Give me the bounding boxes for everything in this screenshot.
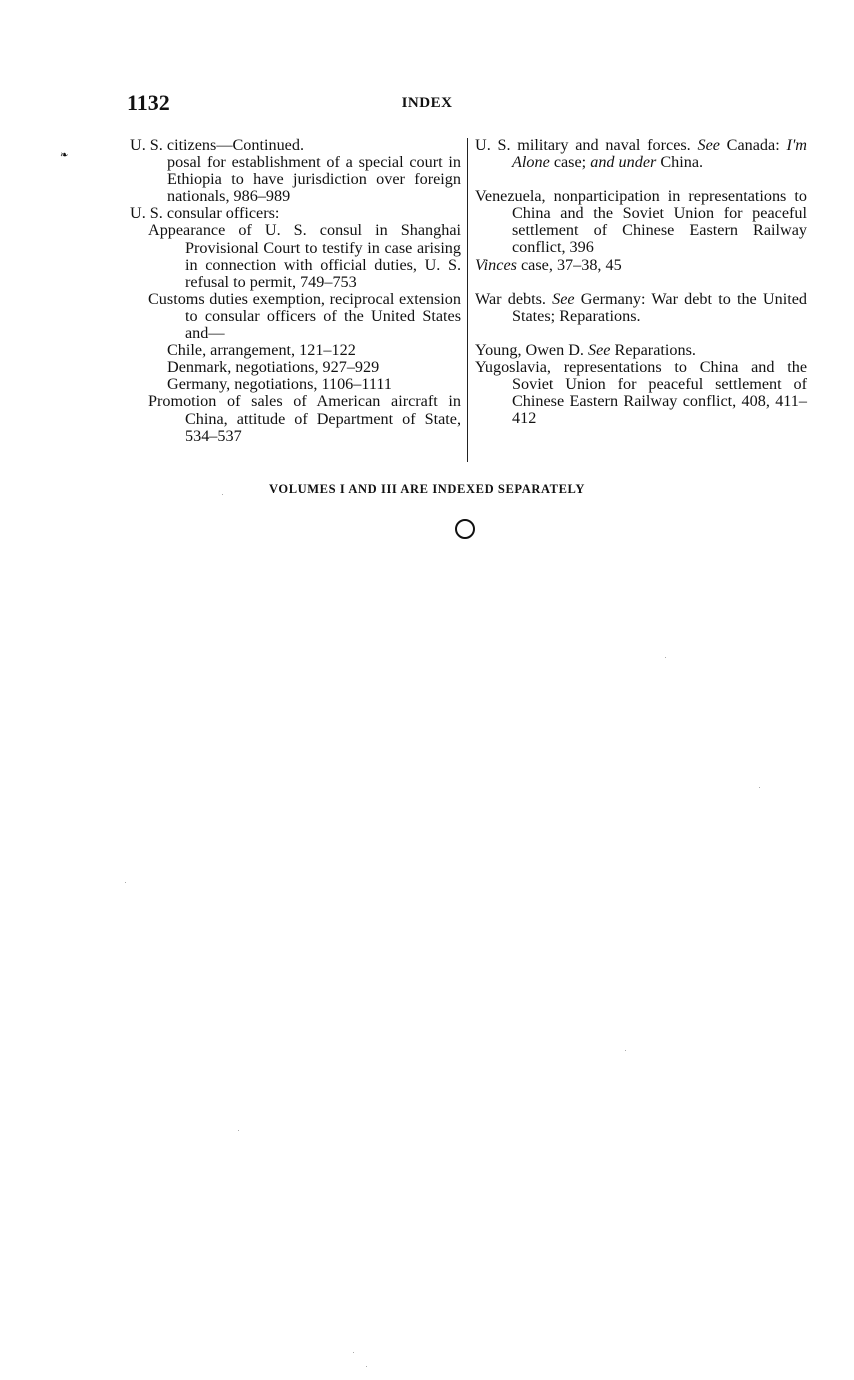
text: War debts. xyxy=(475,289,553,308)
see-ref: See xyxy=(697,136,720,154)
index-entry-yugoslavia: Yugoslavia, representations to China and the Soviet Union for peaceful settlement of Chinese Eastern Railway conflict, 408, 411–412 xyxy=(475,357,807,428)
column-rule xyxy=(467,138,468,462)
index-subsubentry: Denmark, negotiations, 927–929 xyxy=(167,358,380,377)
text: Young, Owen D. xyxy=(475,340,589,359)
speck xyxy=(222,494,223,495)
text: Germany: War debt to the United States; Reparations. xyxy=(512,289,807,325)
case-name: I'm Alone xyxy=(512,136,807,172)
speck xyxy=(353,1352,354,1353)
index-subsubentry: Chile, arrangement, 121–122 xyxy=(167,341,356,360)
index-entry-military xyxy=(475,137,807,171)
speck xyxy=(625,1050,626,1051)
text: Reparations. xyxy=(610,340,696,359)
index-entry: U. S. citizens—Continued. xyxy=(130,136,304,154)
index-subentry: Appearance of U. S. consul in Shanghai Provisional Court to testify in case arising in connection with official duties, U. S. refusal to permit, 749–753 xyxy=(148,221,461,291)
index-entry-vinces xyxy=(475,257,807,274)
text: Canada: xyxy=(719,136,787,154)
see-ref: and under xyxy=(590,153,657,172)
index-subentry: Customs duties exemption, reciprocal extension to consular officers of the United States and— xyxy=(148,289,461,343)
index-subsubentry: Germany, negotiations, 1106–1111 xyxy=(167,375,392,394)
volumes-note: VOLUMES I AND III ARE INDEXED SEPARATELY xyxy=(269,482,585,496)
speck xyxy=(665,657,666,658)
speck xyxy=(366,1366,367,1367)
speck xyxy=(238,1130,239,1131)
index-subentry: Promotion of sales of American aircraft in China, attitude of Department of State, 534–537 xyxy=(148,392,461,445)
text: U. S. military and naval forces. xyxy=(475,136,698,154)
see-ref: See xyxy=(588,340,611,359)
see-ref: See xyxy=(552,289,575,308)
text: case, 37–38, 45 xyxy=(516,255,622,274)
text: case; xyxy=(549,153,591,172)
page-number: 1132 xyxy=(127,90,170,115)
index-entry-young xyxy=(475,342,807,359)
index-column-left xyxy=(130,137,461,445)
index-column-right xyxy=(475,137,807,427)
index-entry: U. S. consular officers: xyxy=(130,204,280,223)
index-entry-continuation: posal for establishment of a special court in Ethiopia to have jurisdiction over foreign nationals, 986–989 xyxy=(167,153,461,206)
speck xyxy=(125,882,126,883)
running-head: INDEX xyxy=(401,95,453,111)
text: China. xyxy=(656,153,704,172)
speck xyxy=(759,787,760,788)
margin-mark: ❧ xyxy=(60,150,69,161)
case-name: Vinces xyxy=(475,255,517,274)
index-entry-venezuela: Venezuela, nonparticipation in representations to China and the Soviet Union for peaceful settlement of Chinese Eastern Railway conflict, 396 xyxy=(475,187,807,257)
index-entry-war-debts xyxy=(475,291,807,325)
end-mark-circle xyxy=(455,519,475,539)
